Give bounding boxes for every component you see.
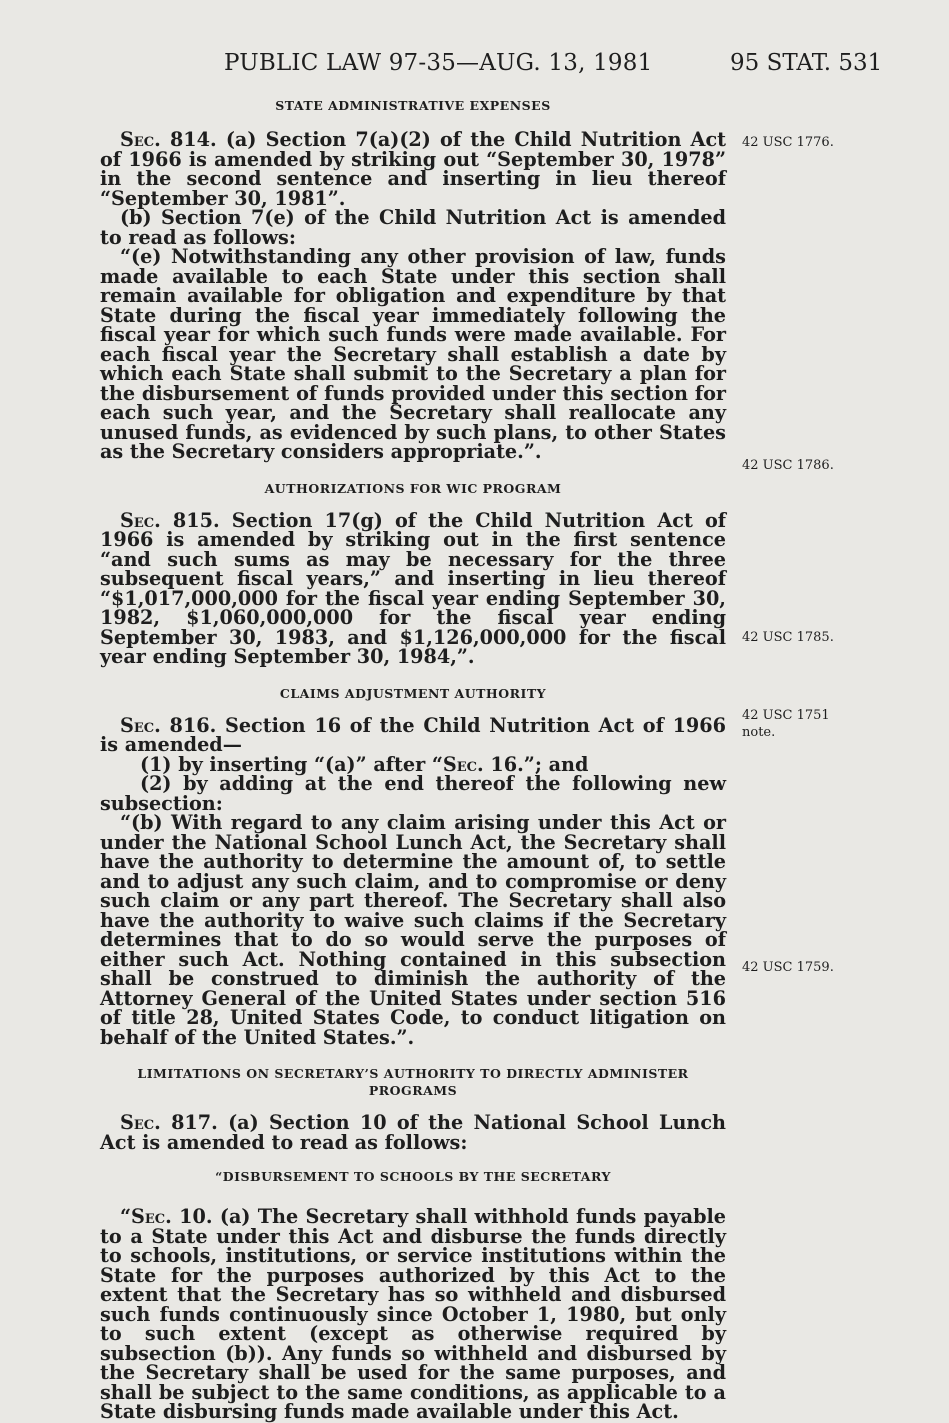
- running-head: [0, 42, 949, 82]
- margin-note-sec817: 42 USC 1759.: [742, 960, 834, 975]
- section-heading: AUTHORIZATIONS FOR WIC PROGRAM: [264, 480, 562, 496]
- body-text: [100, 97, 726, 1422]
- paragraph-text: 815. Section 17(g) of the Child Nutrition Act of 1966 is amended by striking out in the first sentence “and such sums as may be necessary for the three subsequent fiscal years,” and inserting in lieu thereof “$1,017,000,000 for the fiscal year ending September 30, 1982, $1,060,000,000 for the fiscal year ending September 30, 1983, and $1,126,000,000 for the fiscal year ending September 30, 1984,”.: [100, 508, 726, 668]
- sec-label: Sec.: [120, 713, 161, 737]
- margin-note-sec816-b: [742, 707, 862, 741]
- sec-label: Sec.: [120, 128, 161, 151]
- running-head-left: PUBLIC LAW 97-35—AUG. 13, 1981: [224, 50, 653, 76]
- sec-label: Sec.: [131, 1205, 172, 1228]
- margin-note-sec815: 42 USC 1786.: [742, 458, 834, 473]
- margin-note-sec816: 42 USC 1785.: [742, 630, 834, 645]
- paragraph: “(b) With regard to any claim arising under this Act or under the National School Lunch Act, the Secretary shall have the authority to determine the amount of, to settle and to adjust any such claim, and to compromise or deny such claim or any part thereof. The Secretary shall also have the authority to waive such claims if the Secretary determines that to do so would serve the purposes of either such Act. Nothing contained in this subsection shall be construed to diminish the authority of the Attorney General of the United States under section 516 of title 28, United States Code, to conduct litigation on behalf of the United States.”.: [100, 811, 726, 1049]
- section-heading: STATE ADMINISTRATIVE EXPENSES: [275, 98, 551, 113]
- paragraph-text: 817. (a) Section 10 of the National School Lunch Act is amended to read as follows:: [100, 1111, 726, 1154]
- paragraph: [100, 713, 726, 756]
- paragraph: [100, 1113, 726, 1152]
- section-heading: CLAIMS ADJUSTMENT AUTHORITY: [279, 685, 547, 701]
- margin-note-line: note.: [742, 725, 776, 740]
- paragraph-text: 816. Section 16 of the Child Nutrition Act of 1966 is amended—: [100, 713, 726, 756]
- paragraph-text: (1) by inserting “(a)” after “: [140, 752, 443, 776]
- paragraph: (2) by adding at the end thereof the following new subsection:: [100, 772, 726, 815]
- sec-label: Sec.: [120, 1111, 161, 1134]
- section-heading: [100, 1065, 726, 1099]
- margin-note-line: 42 USC 1751: [742, 708, 830, 723]
- paragraph-text: 16.”; and: [483, 752, 589, 776]
- quote-mark: “: [120, 1205, 132, 1228]
- paragraph-text: 814. (a) Section 7(a)(2) of the Child Nutrition Act of 1966 is amended by striking out “September 30, 1978” in the second sentence and inserting in lieu thereof “September 30, 1981”.: [100, 128, 726, 210]
- paragraph: “(e) Notwithstanding any other provision of law, funds made available to each State under this section shall remain available for obligation and expenditure by that State during the fiscal year immediately following the fiscal year for which such funds were made available. For each fiscal year the Secretary shall establish a date by which each State shall submit to the Secretary a plan for the disbursement of funds provided under this section for each such year, and the Secretary shall reallocate any unused funds, as evidenced by such plans, to other States as the Secretary considers appropriate.”.: [100, 245, 726, 463]
- sec-label: Sec.: [442, 752, 484, 776]
- paragraph: [100, 1207, 726, 1422]
- paragraph: (b) Section 7(e) of the Child Nutrition Act is amended to read as follows:: [100, 206, 726, 249]
- sub-heading: “DISBURSEMENT TO SCHOOLS BY THE SECRETARY: [215, 1169, 611, 1184]
- sec-label: Sec.: [120, 508, 161, 532]
- running-head-right: 95 STAT. 531: [730, 50, 883, 76]
- section-heading-line: PROGRAMS: [368, 1083, 458, 1098]
- paragraph: [100, 508, 726, 668]
- section-heading-line: LIMITATIONS ON SECRETARY’S AUTHORITY TO DIRECTLY ADMINISTER: [137, 1066, 689, 1081]
- paragraph: [100, 130, 726, 208]
- margin-note-sec814: 42 USC 1776.: [742, 135, 834, 150]
- paragraph-text: 10. (a) The Secretary shall withhold funds payable to a State under this Act and disburse the funds directly to schools, institutions, or service institutions within the State for the purposes authorized by this Act to the extent that the Secretary has so withheld and disbursed such funds continuously since October 1, 1980, but only to such extent (except as otherwise required by subsection (b)). Any funds so withheld and disbursed by the Secretary shall be used for the same purposes, and shall be subject to the same conditions, as applicable to a State disbursing funds made available under this Act.: [100, 1205, 726, 1423]
